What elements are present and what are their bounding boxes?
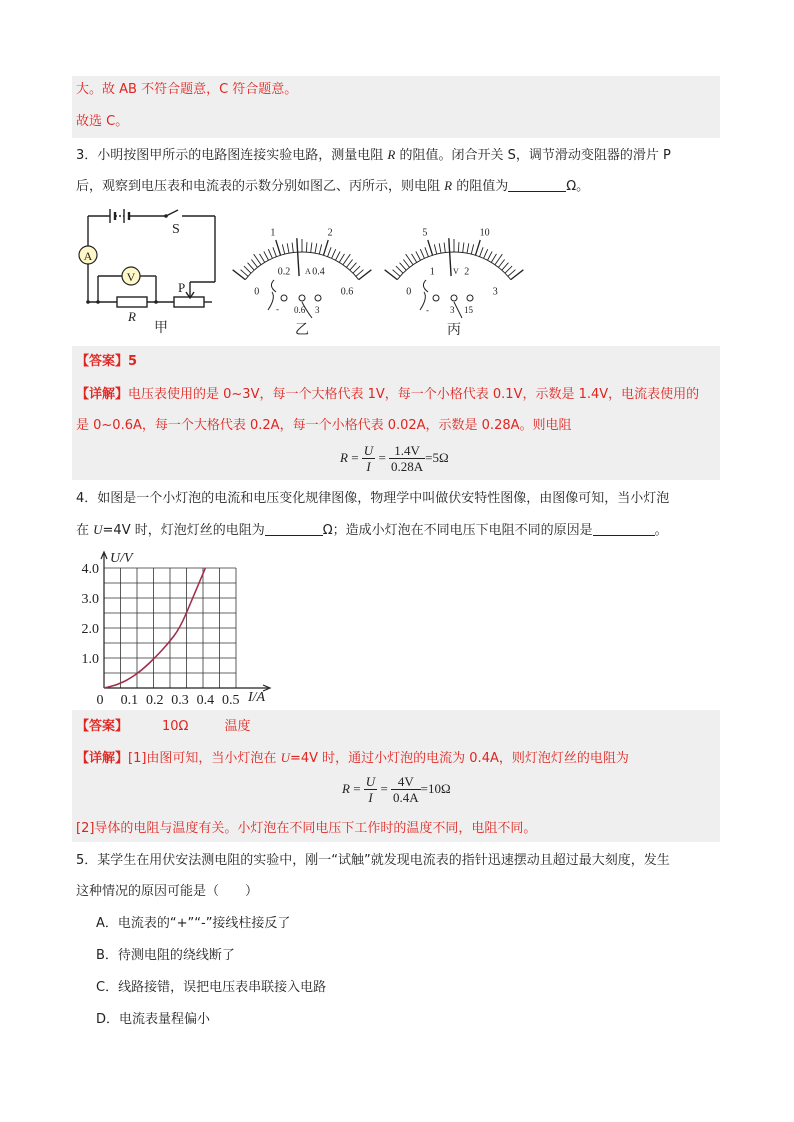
yi-bottom-label: 0 xyxy=(254,286,260,298)
dial-tick xyxy=(241,270,248,277)
bing-bottom-label: 1 xyxy=(429,266,435,278)
dial-tick xyxy=(251,260,257,268)
dial-tick xyxy=(444,243,445,253)
ammeter-dial-yi xyxy=(232,214,372,338)
q4-detail-line-1: 【详解】[1]由图可知，当小灯泡在 U=4V 时，通过小灯泡的电流为 0.4A，则灯泡灯丝的电阻为 xyxy=(76,750,629,766)
q4-detail-line-2: [2]导体的电阻与温度有关。小灯泡在不同电压下工作时的温度不同，电阻不同。 xyxy=(76,821,537,836)
q3-number: 3． xyxy=(76,148,98,163)
dial-arc xyxy=(245,252,358,280)
dial-tick xyxy=(336,251,341,260)
q5-option-c[interactable]: C．线路接错，误把电压表串联接入电路 xyxy=(96,980,327,995)
y-tick-label: 2.0 xyxy=(81,622,99,637)
dial-tick xyxy=(292,243,293,253)
figure-caption-jia: 甲 xyxy=(154,321,168,336)
dial-tick xyxy=(346,260,352,268)
dial-tick xyxy=(282,244,284,254)
bing-top-label: 10 xyxy=(479,227,490,239)
q5-option-d[interactable]: D．电流表量程偏小 xyxy=(96,1012,211,1027)
yi-terminal: 3 xyxy=(315,305,320,315)
dial-tick xyxy=(264,251,269,260)
q3-answer-blank[interactable] xyxy=(508,178,566,192)
dial-tick xyxy=(458,242,459,252)
dial-tick xyxy=(244,266,251,273)
x-tick-label: 0.5 xyxy=(221,693,240,708)
dial-tick xyxy=(471,244,473,254)
dial-tick xyxy=(488,251,493,260)
q4-stem-line-2: 在 U=4V 时，灯泡灯丝的电阻为 Ω；造成小灯泡在不同电压下电阻不同的原因是 。 xyxy=(76,522,668,538)
q5-stem-line-2: 这种情况的原因可能是（ ） xyxy=(76,884,259,899)
bing-terminal: 3 xyxy=(450,305,455,315)
dial-tick xyxy=(396,266,403,273)
dial-tick xyxy=(508,270,515,277)
q4-number: 4． xyxy=(76,491,98,506)
q3-formula: R = $\frac{U}{I}$ = $\frac{1.4V}{0.28A}$ =5Ω xyxy=(340,443,449,474)
dial-tick xyxy=(505,266,512,273)
yi-needle xyxy=(297,238,299,276)
q4-answer-value-2: 温度 xyxy=(224,719,251,734)
bing-needle xyxy=(449,238,451,276)
x-tick-label: 0.4 xyxy=(196,693,215,708)
dial-tick xyxy=(385,270,398,280)
bing-bottom-label: 2 xyxy=(464,266,470,278)
slider-label: P xyxy=(178,280,186,295)
switch-label: S xyxy=(172,222,180,237)
dial-tick xyxy=(420,249,424,258)
q3-answer: 【答案】5 xyxy=(76,354,138,369)
x-tick-label: 0.1 xyxy=(120,693,139,708)
dial-tick xyxy=(502,263,509,270)
x-tick-label: 0 xyxy=(96,693,104,708)
yi-bottom-label: 0.4 xyxy=(312,266,325,278)
q5-option-b[interactable]: B．待测电阻的绕线断了 xyxy=(96,948,235,963)
bing-unit: V xyxy=(453,267,459,276)
dial-tick xyxy=(480,247,484,256)
yi-terminal: - xyxy=(276,304,279,314)
dial-tick xyxy=(233,270,246,280)
q5-option-a[interactable]: A．电流表的“+”“-”接线柱接反了 xyxy=(96,916,291,931)
dial-tick xyxy=(428,240,433,255)
dial-tick xyxy=(276,240,281,255)
resistor-label: R xyxy=(128,309,136,324)
q3-detail-line-2: 是 0~0.6A，每一个大格代表 0.2A，每一个小格代表 0.02A，示数是 0.28A。则电阻 xyxy=(76,418,572,433)
dial-tick xyxy=(498,260,504,268)
bing-top-label: 5 xyxy=(422,227,428,239)
dial-tick xyxy=(332,249,336,258)
yi-terminal: 0.6 xyxy=(294,305,306,315)
circuit-diagram-jia xyxy=(70,206,230,338)
dial-tick xyxy=(306,242,307,252)
dial-tick xyxy=(463,243,464,253)
dial-tick xyxy=(353,266,360,273)
dial-tick xyxy=(315,243,317,253)
dial-tick xyxy=(467,243,469,253)
dial-tick xyxy=(319,244,321,254)
yi-bottom-label: 0.6 xyxy=(340,286,354,298)
yi-bottom-label: 0.2 xyxy=(277,266,291,278)
q3-stem-line-1: 3．小明按图甲所示的电路图连接实验电路，测量电阻 R 的阻值。闭合开关 S，调节滑动变阻器的滑片 P xyxy=(76,147,671,163)
bing-terminal: 15 xyxy=(464,305,473,315)
x-tick-label: 0.2 xyxy=(145,693,164,708)
bing-bottom-label: 0 xyxy=(406,286,412,298)
dial-tick xyxy=(273,247,277,256)
q4-answer-value-1: 10Ω xyxy=(162,719,189,734)
x-axis-label: I/A xyxy=(248,690,266,705)
yi-top-label: 2 xyxy=(327,227,333,239)
dial-tick xyxy=(359,270,372,280)
dial-tick xyxy=(491,254,496,263)
bing-terminal: - xyxy=(426,305,429,315)
prev-line-2: 故选 C。 xyxy=(76,114,129,129)
dial-tick xyxy=(268,249,272,258)
voltmeter-label: V xyxy=(126,270,136,284)
dial-tick xyxy=(475,240,480,255)
yi-top-label: 1 xyxy=(270,227,276,239)
figure-caption-bing: 丙 xyxy=(447,323,461,338)
dial-tick xyxy=(484,249,488,258)
dial-tick xyxy=(393,270,400,277)
q5-number: 5． xyxy=(76,853,98,868)
y-tick-label: 1.0 xyxy=(81,652,99,667)
q4-stem-line-1: 4．如图是一个小灯泡的电流和电压变化规律图像，物理学中叫做伏安特性图像，由图像可知，当小灯泡 xyxy=(76,491,670,506)
dial-tick xyxy=(400,263,407,270)
q3-stem-line-2: 后，观察到电压表和电流表的示数分别如图乙、丙所示，则电阻 R 的阻值为 Ω。 xyxy=(76,178,590,194)
q5-stem-line-1: 5．某学生在用伏安法测电阻的实验中，刚一“试触”就发现电流表的指针迅速摆动且超过最大刻度，发生 xyxy=(76,853,670,868)
dial-tick xyxy=(434,244,436,254)
x-tick-label: 0.3 xyxy=(171,693,189,708)
dial-tick xyxy=(260,254,265,263)
prev-line-1: 大。故 AB 不符合题意，C 符合题意。 xyxy=(76,82,298,97)
dial-tick xyxy=(403,260,409,268)
dial-tick xyxy=(416,251,421,260)
y-tick-label: 4.0 xyxy=(81,562,99,577)
q4-formula: R = $\frac{U}{I}$ = $\frac{4V}{0.4A}$ =10Ω xyxy=(342,774,451,805)
dial-tick xyxy=(439,243,441,253)
q3-answer-value: 5 xyxy=(128,354,138,369)
dial-tick xyxy=(350,263,357,270)
y-tick-label: 3.0 xyxy=(81,592,99,607)
dial-tick xyxy=(356,270,363,277)
dial-tick xyxy=(311,243,312,253)
dial-tick xyxy=(425,247,429,256)
q4-blank-1[interactable] xyxy=(265,522,323,536)
ammeter-label: A xyxy=(83,249,93,263)
dial-tick xyxy=(287,243,289,253)
y-axis-label: U/V xyxy=(110,551,133,566)
q4-answer: 【答案】 10Ω 温度 xyxy=(76,719,251,734)
dial-tick xyxy=(328,247,332,256)
dial-tick xyxy=(339,254,344,263)
figure-caption-yi: 乙 xyxy=(295,323,309,338)
q3-detail-line-1: 【详解】电压表使用的是 0~3V，每一个大格代表 1V，每一个小格代表 0.1V，示数是 1.4V，电流表使用的 xyxy=(76,387,700,402)
dial-tick xyxy=(248,263,255,270)
ui-characteristic-chart xyxy=(72,548,292,708)
voltmeter-dial-bing xyxy=(384,214,524,338)
dial-tick xyxy=(323,240,328,255)
dial-tick xyxy=(412,254,417,263)
q4-blank-2[interactable] xyxy=(593,522,655,536)
dial-tick xyxy=(511,270,524,280)
yi-unit: A xyxy=(305,267,311,276)
bing-bottom-label: 3 xyxy=(492,286,498,298)
